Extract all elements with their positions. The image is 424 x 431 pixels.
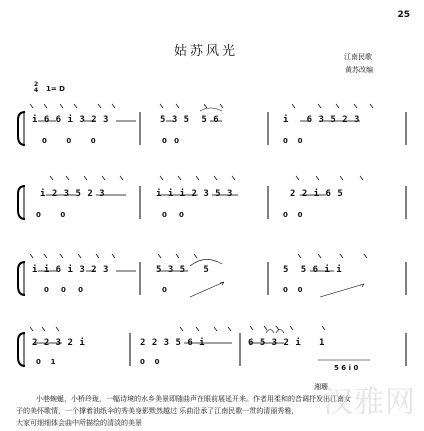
arranger-credit: 黄苏改编 xyxy=(345,66,373,74)
row-4-lower-measure-1: 0 1 xyxy=(36,358,56,366)
row-3-upper-measure-2: 5 3 5 5 xyxy=(156,265,210,275)
signature: 湘珊 xyxy=(314,383,328,391)
row-1-lower-measure-2: 0 0 xyxy=(162,137,180,145)
row-3-upper-measure-3: 5 5 6 i i xyxy=(283,265,343,275)
row-2-lower-measure-2: 0 0 xyxy=(162,211,184,219)
row-4-upper-measure-2: 2 2 3 5 6 i xyxy=(140,338,206,348)
description-line-1: 小巷蜿蜒，小桥玲珑，一幅诗境的水乡美景即随曲声在眼前展延开来。作者用柔和的音调抒发出江南女 xyxy=(36,395,351,403)
row-4-upper-measure-1: 2 2 3 2 i xyxy=(32,338,86,348)
time-signature-bottom: 4 xyxy=(34,87,39,94)
watermark: 汉雅网 xyxy=(323,385,416,420)
row-2-lower-measure-1: 0 0 xyxy=(36,211,66,219)
time-signature-top: 2 xyxy=(34,81,39,88)
key-signature: 1= D xyxy=(46,85,65,93)
song-title: 姑苏风光 xyxy=(174,44,239,59)
row-4-lower-measure-2: 0 0 xyxy=(140,358,160,366)
row-1-lower-measure-1: 0 0 0 xyxy=(42,137,96,145)
row-4-lower-measure-3: 5 6 i 0 xyxy=(334,364,359,372)
row-1-upper-measure-2: 5 3 5 5 6 xyxy=(160,115,220,125)
row-2-upper-measure-1: i 2 3 5 2 3 xyxy=(40,189,106,199)
row-4-upper-measure-3: 6 5 3 2 i 1 xyxy=(248,338,325,348)
row-3-lower-measure-2: 0 xyxy=(162,286,167,294)
row-3-lower-measure-3: 0 0 xyxy=(283,286,303,294)
page-number: 25 xyxy=(397,10,410,20)
origin-credit: 江南民歌 xyxy=(344,53,372,61)
description-line-3: 大家可细细体会曲中所描绘的清淡的美景 xyxy=(16,419,142,427)
row-1-lower-measure-3: 0 0 xyxy=(283,137,303,145)
row-2-upper-measure-2: i i i 2 3 5 3 xyxy=(156,189,233,199)
row-2-upper-measure-3: 2 2 i 6 5 xyxy=(290,189,344,199)
description-line-2: 子的美怀歌情，一个撑着油纸伞的秀美身影默然越过 乐曲沿承了江南民歌一贯的清丽秀雅， xyxy=(16,407,299,415)
row-3-upper-measure-1: i i 6 i 3 2 3 xyxy=(32,265,109,275)
row-1-upper-measure-1: i 6 6 i 3 2 3 xyxy=(32,115,109,125)
row-1-upper-measure-3: i 6 3 5 2 3 xyxy=(283,115,360,125)
row-2-lower-measure-3: 0 0 xyxy=(283,211,303,219)
row-3-lower-measure-1: 0 0 0 xyxy=(44,286,83,294)
